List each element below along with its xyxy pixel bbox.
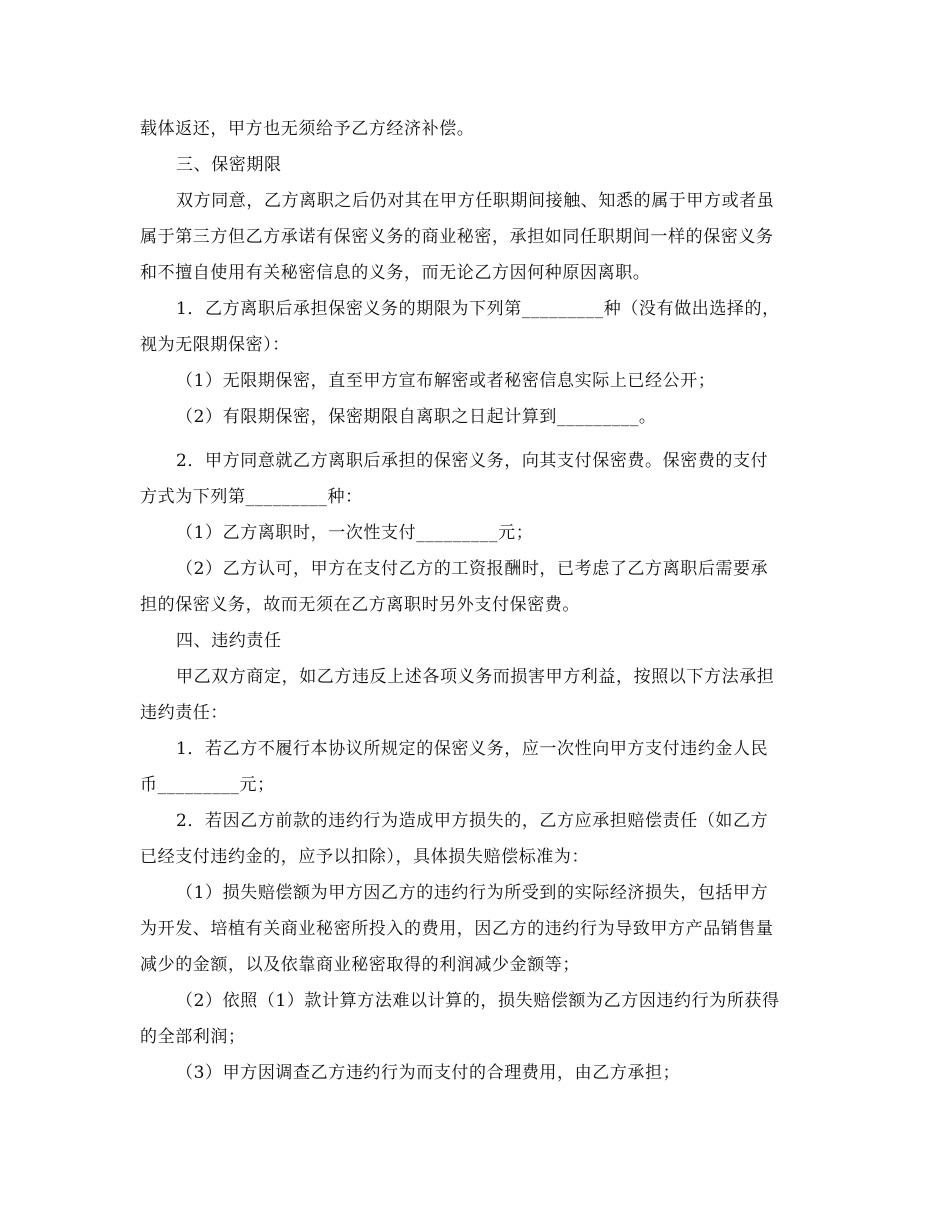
clause-text-line: 1．乙方离职后承担保密义务的期限为下列第_________种（没有做出选择的，: [176, 299, 780, 319]
body-text-line: 和不擅自使用有关秘密信息的义务，而无论乙方因何种原因离职。: [140, 263, 651, 283]
sub-clause-text-line: （2）有限期保密，保密期限自离职之日起计算到_________。: [176, 407, 657, 427]
sub-clause-text-line: （1）损失赔偿额为甲方因乙方的违约行为所受到的实际经济损失，包括甲方: [176, 883, 769, 903]
clause-text-line: 视为无限期保密）：: [140, 335, 290, 355]
body-text-line: 甲乙双方商定，如乙方违反上述各项义务而损害甲方利益，按照以下方法承担: [176, 667, 775, 687]
clause-text-line: 2．若因乙方前款的违约行为造成甲方损失的，乙方应承担赔偿责任（如乙方: [176, 811, 769, 831]
body-text-line: 属于第三方但乙方承诺有保密义务的商业秘密，承担如同任职期间一样的保密义务: [140, 227, 774, 247]
clause-text-line: 方式为下列第_________种：: [140, 487, 363, 507]
sub-clause-text-line: （3）甲方因调查乙方违约行为而支付的合理费用，由乙方承担；: [176, 1063, 681, 1083]
sub-clause-text-line: （2）依照（1）款计算方法难以计算的，损失赔偿额为乙方因违约行为所获得: [176, 991, 780, 1011]
section-heading: 四、违约责任: [176, 631, 282, 651]
sub-clause-text-line: 减少的金额，以及依靠商业秘密取得的利润减少金额等；: [140, 955, 580, 975]
section-heading: 三、保密期限: [176, 155, 282, 175]
body-text-line: 载体返还，甲方也无须给予乙方经济补偿。: [140, 119, 475, 139]
clause-text-line: 已经支付违约金的，应予以扣除），具体损失赔偿标准为：: [140, 847, 590, 867]
clause-text-line: 2．甲方同意就乙方离职后承担的保密义务，向其支付保密费。保密费的支付: [176, 451, 769, 471]
sub-clause-text-line: 的全部利润；: [140, 1027, 246, 1047]
sub-clause-text-line: 担的保密义务，故而无须在乙方离职时另外支付保密费。: [140, 595, 580, 615]
body-text-line: 双方同意，乙方离职之后仍对其在甲方任职期间接触、知悉的属于甲方或者虽: [176, 191, 775, 211]
sub-clause-text-line: （2）乙方认可，甲方在支付乙方的工资报酬时，已考虑了乙方离职后需要承: [176, 559, 769, 579]
sub-clause-text-line: （1）乙方离职时，一次性支付_________元；: [176, 523, 534, 543]
clause-text-line: 币_________元；: [140, 775, 275, 795]
sub-clause-text-line: （1）无限期保密，直至甲方宣布解密或者秘密信息实际上已经公开；: [176, 371, 716, 391]
body-text-line: 违约责任：: [140, 703, 228, 723]
sub-clause-text-line: 为开发、培植有关商业秘密所投入的费用，因乙方的违约行为导致甲方产品销售量: [140, 919, 774, 939]
clause-text-line: 1．若乙方不履行本协议所规定的保密义务，应一次性向甲方支付违约金人民: [176, 739, 769, 759]
